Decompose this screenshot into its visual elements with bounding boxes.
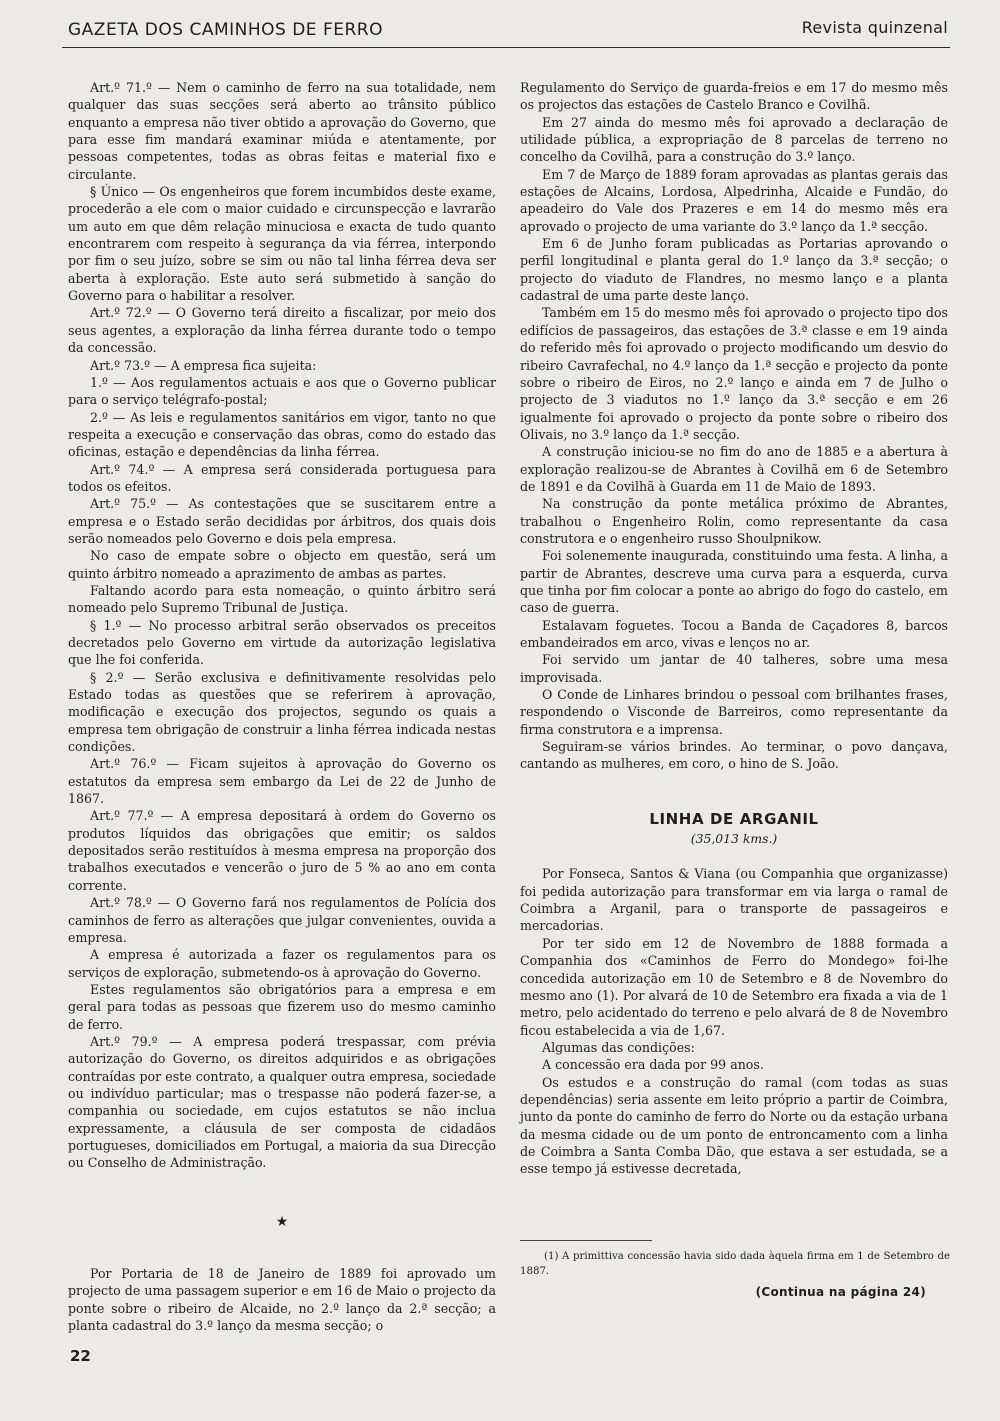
paragraph: § 2.º — Serão exclusiva e definitivamente resolvidas pelo Estado todas as questões que se referirem à aprovação, modificação e execução dos projectos, segundo os quais a empresa tem obrigação de construir a linha férrea indicada nestas condições. [68,669,496,755]
section-separator: ★ [275,1213,289,1230]
section-length: (35,013 kms.) [690,831,778,847]
paragraph: A construção iniciou-se no fim do ano de 1885 e a abertura à exploração realizou-se de Abrantes à Covilhã em 6 de Setembro de 1891 e da Covilhã à Guarda em 11 de Maio de 1893. [520,444,948,494]
paragraph: Art.º 79.º — A empresa poderá trespassar, com prévia autorização do Governo, os direitos adquiridos e as obrigações contraídas por este contrato, a qualquer outra empresa, sociedade ou indivíduo particular; mas o trespasse não poderá fazer-se, a companhia ou sociedade, em cujos estatutos se não inclua expressamente, a cláusula de ser composta de cidadãos portugueses, domiciliados em Portugal, a maioria da sua Direcção ou Conselho de Administração. [68,1033,496,1171]
journal-title: GAZETA DOS CAMINHOS DE FERRO [68,20,383,40]
paragraph: No caso de empate sobre o objecto em questão, será um quinto árbitro nomeado a aprazimento de ambas as partes. [68,548,496,581]
paragraph: Por Fonseca, Santos & Viana (ou Companhia que organizasse) foi pedida autorização para transformar em via larga o ramal de Coimbra a Arganil, para o transporte de passageiros e mercadorias. [520,866,948,934]
paragraph: Estalavam foguetes. Tocou a Banda de Caçadores 8, barcos embandeirados em arco, vivas e lenços no ar. [520,617,948,650]
paragraph: Art.º 76.º — Ficam sujeitos à aprovação do Governo os estatutos da empresa sem embargo da Lei de 22 de Junho de 1867. [68,756,496,807]
paragraph: Foi solenemente inaugurada, constituindo uma festa. A linha, a partir de Abrantes, descreve uma curva para a esquerda, curva que tinha por fim colocar a ponte ao abrigo do fogo do castelo, em caso de guerra. [520,548,948,616]
paragraph: Art.º 78.º — O Governo fará nos regulamentos de Polícia dos caminhos de ferro as alterações que julgar convenientes, ouvida a empresa. [68,895,496,945]
footnote: (1) A primittiva concessão havia sido dada àquela firma em 1 de Setembro de 1887. [520,1251,950,1277]
paragraph: Art.º 77.º — A empresa depositará à ordem do Governo os produtos líquidos das obrigações que emitir; os saldos depositados serão restituídos à mesma empresa na proporção dos trabalhos executados e vencerão o juro de 5 % ao ano em conta corrente. [68,808,496,893]
paragraph: Em 6 de Junho foram publicadas as Portarias aprovando o perfil longitudinal e planta geral do 1.º lanço da 3.ª secção; o projecto do viaduto de Flandres, no mesmo lanço e a planta cadastral de uma parte deste lanço. [520,236,948,304]
paragraph: Em 7 de Março de 1889 foram aprovadas as plantas gerais das estações de Alcains, Lordosa, Alpedrinha, Alcaide e Fundão, do apeadeiro do Vale dos Prazeres e em 14 do mesmo mês era aprovado o projecto de uma variante do 3.º lanço da 1.ª secção. [520,166,948,234]
paragraph: Algumas das condições: [542,1039,695,1055]
paragraph: Estes regulamentos são obrigatórios para a empresa e em geral para todas as pessoas que fizerem uso do mesmo caminho de ferro. [68,981,496,1032]
right-column [520,79,948,1178]
paragraph: A empresa é autorizada a fazer os regulamentos para os serviços de exploração, submetendo-os à aprovação do Governo. [68,947,496,980]
paragraph: Em 27 ainda do mesmo mês foi aprovado a declaração de utilidade pública, a expropriação de 8 parcelas de terreno no concelho da Covilhã, para a construção do 3.º lanço. [520,114,948,165]
paragraph: Por ter sido em 12 de Novembro de 1888 formada a Companhia dos «Caminhos de Ferro do Mondego» foi-lhe concedida autorização em 10 de Setembro e 8 de Novembro do mesmo ano (1). Por alvará de 10 de Setembro era fixada a via de 1 metro, pelo acidentado do terreno e pelo alvará de 8 de Novembro ficou estabelecida a via de 1,67. [520,935,948,1038]
paragraph: Art.º 71.º — Nem o caminho de ferro na sua totalidade, nem qualquer das suas secções será aberto ao trânsito público enquanto a empresa não tiver obtido a aprovação do Governo, que para esse fim mandará examinar miúda e atentamente, por pessoas competentes, todas as obras feitas e material fixo e circulante. [68,80,496,182]
page-number: 22 [70,1347,91,1365]
footnote-rule [520,1240,652,1241]
right-paragraphs-top [520,79,948,773]
paragraph: Art.º 74.º — A empresa será considerada portuguesa para todos os efeitos. [68,461,496,494]
paragraph: § 1.º — No processo arbitral serão observados os preceitos decretados pelo Governo em virtude da autorização legislativa que lhe foi conferida. [68,617,496,668]
journal-subtitle: Revista quinzenal [801,18,948,37]
paragraph: O Conde de Linhares brindou o pessoal com brilhantes frases, respondendo o Visconde de Barreiros, como representante da firma construtora e a imprensa. [520,687,948,737]
continued-note: (Continua na página 24) [755,1285,926,1299]
paragraph: Por Portaria de 18 de Janeiro de 1889 foi aprovado um projecto de uma passagem superior e em 16 de Maio o projecto da ponte sobre o ribeiro de Alcaide, no 2.º lanço da 2.ª secção; a planta cadastral do 3.º lanço da mesma secção; o [68,1266,496,1334]
left-column [68,79,496,1334]
paragraph: Art.º 72.º — O Governo terá direito a fiscalizar, por meio dos seus agentes, a exploração da linha férrea durante todo o tempo da concessão. [68,305,496,356]
left-paragraphs-bottom [68,1265,496,1334]
paragraph: Regulamento do Serviço de guarda-freios e em 17 do mesmo mês os projectos das estações de Castelo Branco e Covilhã. [520,80,948,113]
paragraph: 1.º — Aos regulamentos actuais e aos que o Governo publicar para o serviço telégrafo-postal; [68,374,496,408]
section-heading: LINHA DE ARGANIL [649,809,819,828]
header-rule [62,47,950,48]
paragraph: Na construção da ponte metálica próximo de Abrantes, trabalhou o Engenheiro Rolin, como representante da casa construtora e o engenheiro russo Shoulpnikow. [520,496,948,546]
paragraph: § Único — Os engenheiros que forem incumbidos deste exame, procederão a ele com o maior cuidado e circunspecção e lavrarão um auto em que dêm relação minuciosa e exacta de tudo quanto encontrarem com respeito à segurança da via férrea, interpondo por fim o seu juízo, sobre se sim ou não tal linha férrea deva ser aberta à exploração. Este auto será submetido à sanção do Governo para o habilitar a resolver. [68,184,496,304]
paragraph: Os estudos e a construção do ramal (com todas as suas dependências) seria assente em leito próprio a partir de Coimbra, junto da ponte do caminho de ferro do Norte ou da estação urbana da mesma cidade ou de um ponto de entroncamento com a linha de Coimbra a Santa Comba Dão, que estava a ser estudada, se a esse tempo já estivesse decretada, [520,1074,948,1177]
right-paragraphs-bottom [520,865,948,1177]
left-paragraphs-top [68,79,496,1172]
paragraph: A concessão era dada por 99 anos. [542,1057,764,1073]
paragraph: 2.º — As leis e regulamentos sanitários em vigor, tanto no que respeita a execução e conservação das obras, como do estado das oficinas, estação e dependências da linha férrea. [68,409,496,460]
paragraph: Art.º 75.º — As contestações que se suscitarem entre a empresa e o Estado serão decididas por árbitros, dos quais dois serão nomeados pelo Governo e dois pela empresa. [68,496,496,546]
paragraph: Também em 15 do mesmo mês foi aprovado o projecto tipo dos edifícios de passageiros, das estações de 3.ª classe e em 19 ainda do referido mês foi aprovado o projecto modificando um desvio do ribeiro Cavrafechal, no 4.º lanço da 1.ª secção e projecto da ponte sobre o ribeiro de Eiros, no 2.º lanço e ainda em 7 de Julho o projecto de 3 viadutos no 1.º lanço da 3.ª secção e em 26 igualmente foi aprovado o projecto da ponte sobre o ribeiro dos Olivais, no 3.º lanço da 1.ª secção. [520,305,948,442]
paragraph: Seguiram-se vários brindes. Ao terminar, o povo dançava, cantando as mulheres, em coro, o hino de S. João. [520,739,948,772]
paragraph: Foi servido um jantar de 40 talheres, sobre uma mesa improvisada. [520,652,948,685]
paragraph: Art.º 73.º — A empresa fica sujeita: [90,357,317,373]
paragraph: Faltando acordo para esta nomeação, o quinto árbitro será nomeado pelo Supremo Tribunal de Justiça. [68,582,496,616]
